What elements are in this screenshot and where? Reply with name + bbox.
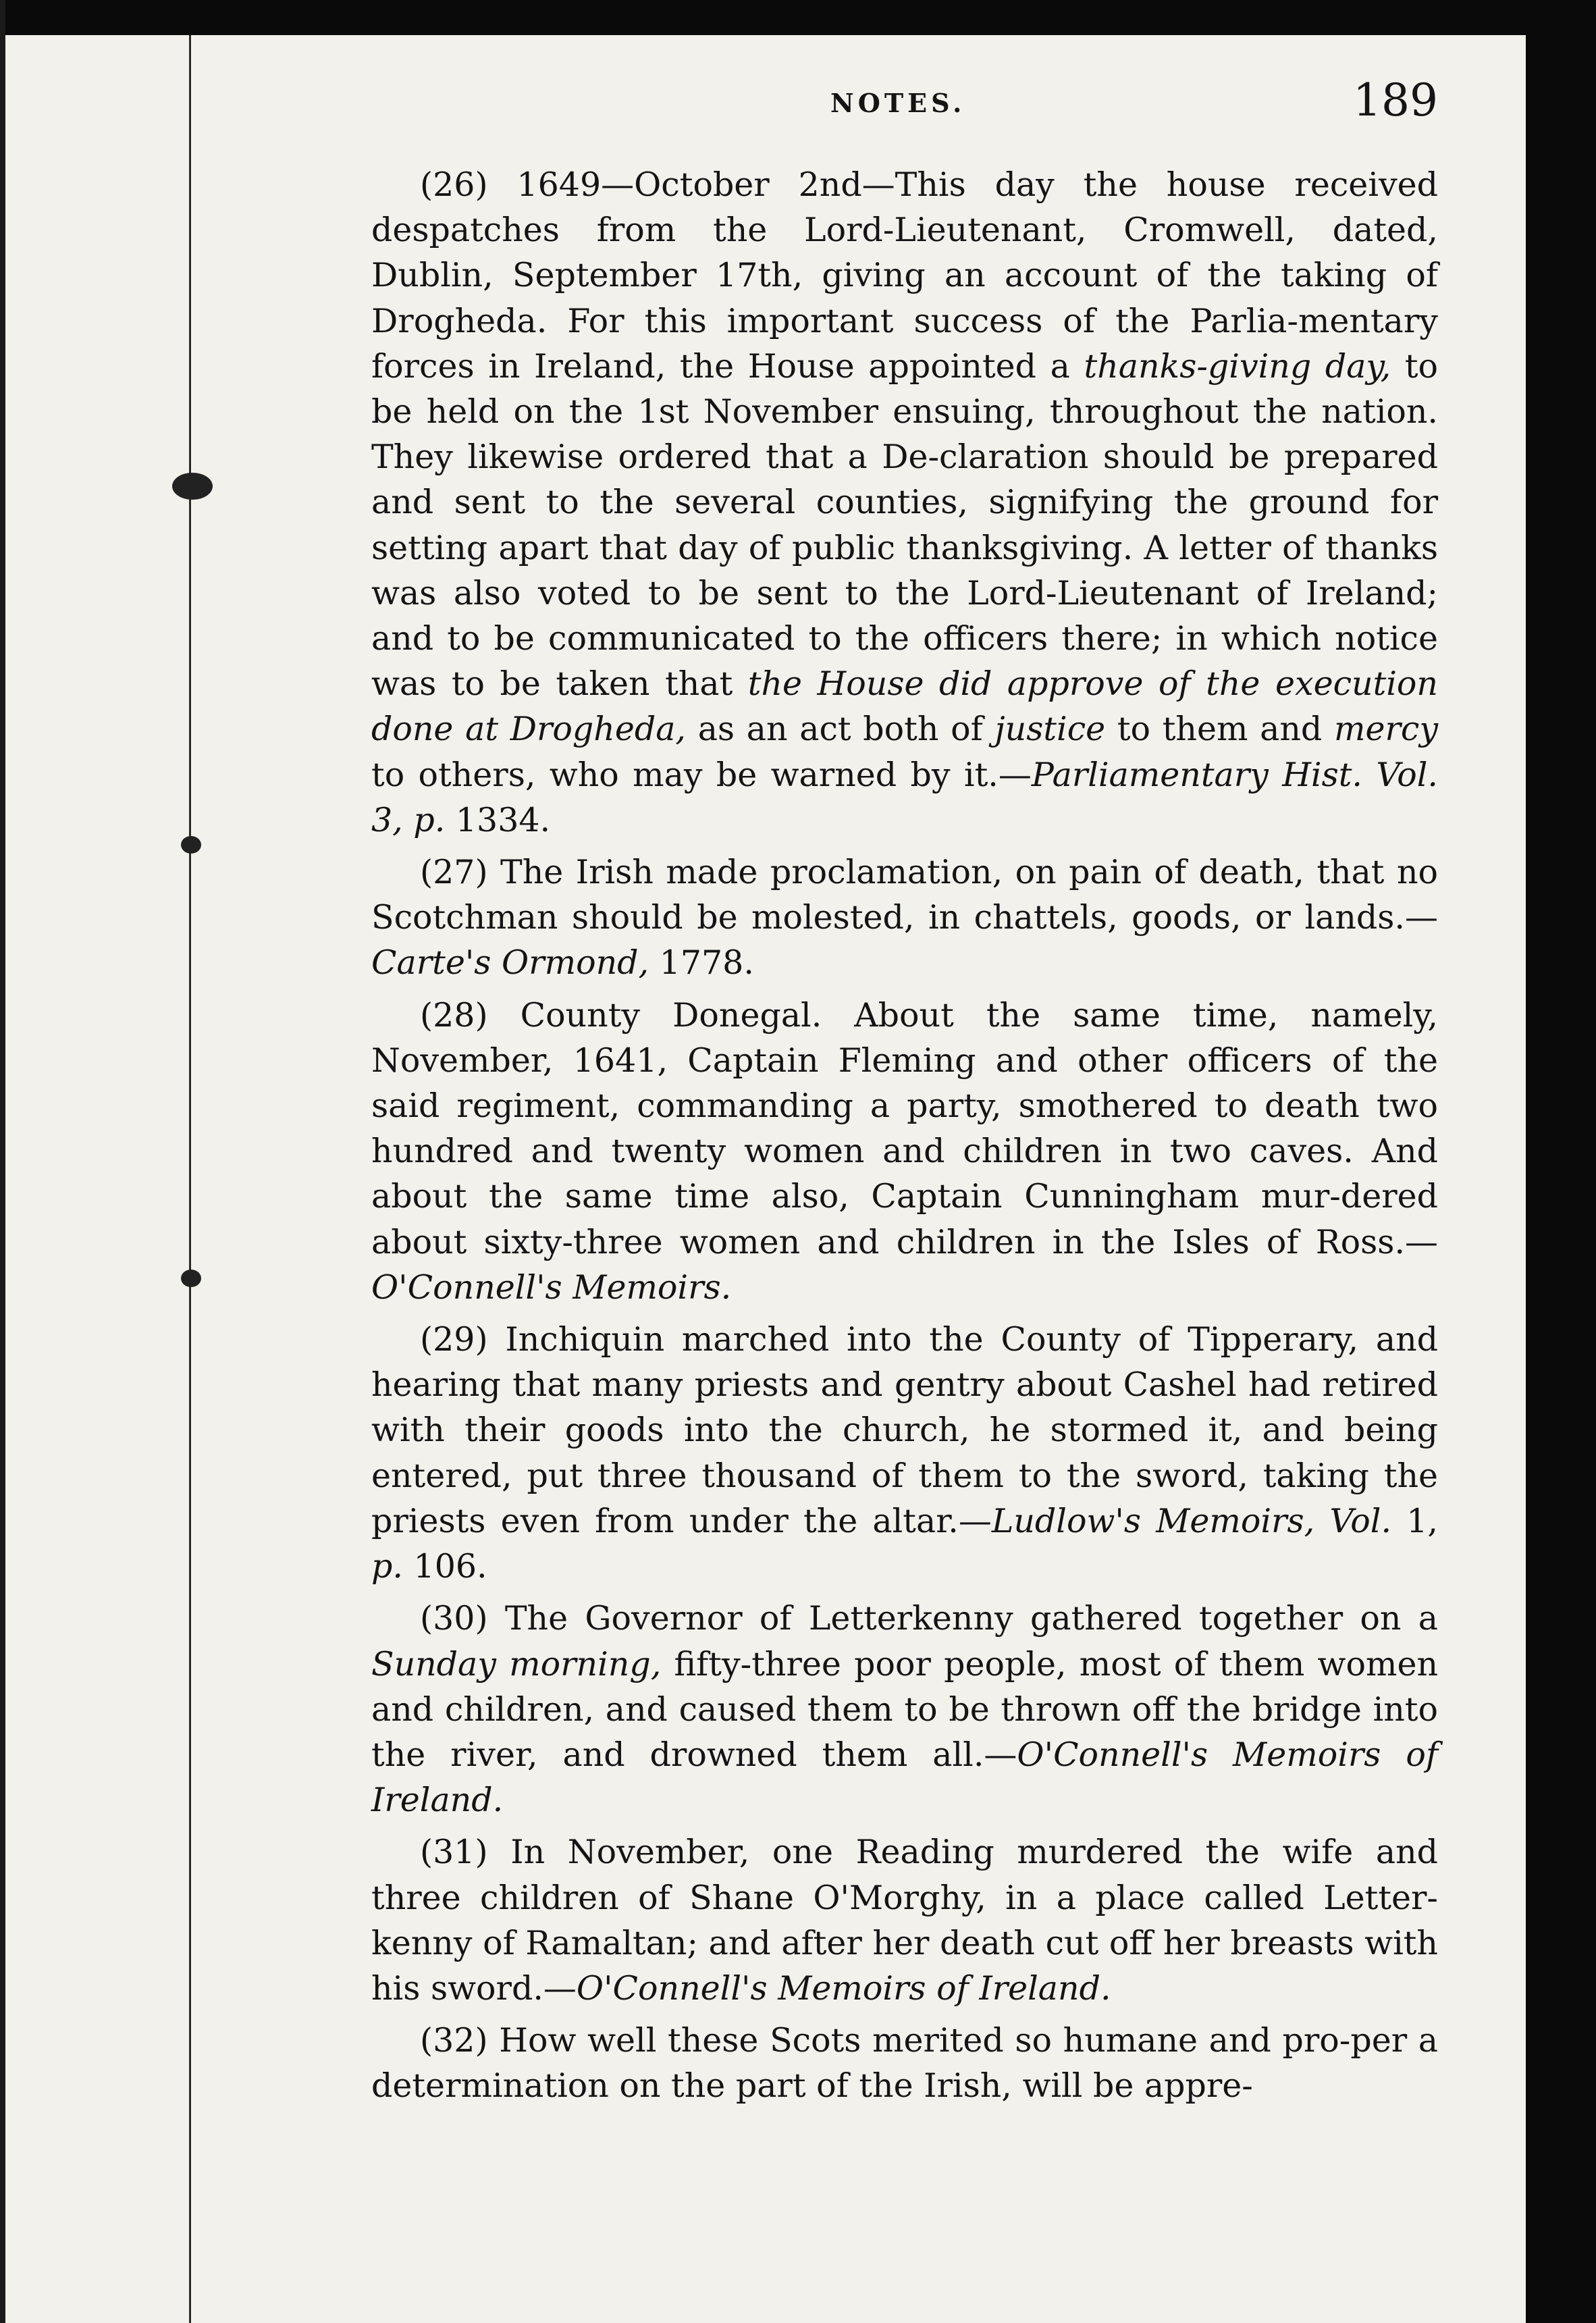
italic-text: Carte's Ormond, xyxy=(371,943,649,983)
note-31 xyxy=(371,1829,1438,2011)
running-title: NOTES. xyxy=(830,88,966,118)
note-30 xyxy=(371,1596,1438,1823)
note-32 xyxy=(371,2018,1438,2108)
note-text: (28) County Donegal. About the same time, namely, November, 1641, Captain Fleming and other officers of the said regiment, commanding a party, smothered to death two hundred and twenty women and children in two caves. And about the same time also, Captain Cunningham mur-dered about sixty-three women and children in the Isles of Ross.— xyxy=(371,995,1438,1261)
note-text: to them and xyxy=(1105,710,1334,749)
scan-border-top xyxy=(0,0,1596,35)
italic-text: Ludlow's Memoirs, Vol. xyxy=(991,1501,1392,1540)
note-text: (26) 1649—October 2nd—This day the house received despatches from the Lord-Lieutenant, Cromwell, dated, Dublin, September 17th, giving an account of the taking of Drogheda. For this important success of the Parlia-mentary forces in Ireland, the House appointed a xyxy=(371,165,1438,386)
italic-text: O'Connell's Memoirs of Ireland. xyxy=(371,1735,1438,1820)
note-text: 1334. xyxy=(445,800,551,839)
note-text: as an act both of xyxy=(686,710,995,749)
italic-text: justice xyxy=(994,710,1106,749)
italic-text: p. xyxy=(371,1547,403,1586)
text-column xyxy=(371,74,1438,2116)
binding-thread-knot xyxy=(172,473,213,500)
italic-text: Sunday morning, xyxy=(371,1644,662,1683)
note-text: 1, xyxy=(1391,1501,1439,1540)
italic-text: Parliamentary Hist. Vol. 3, p. xyxy=(371,755,1439,839)
note-text: fifty-three poor people, most of them women and children, and caused them to be thrown off the bridge into the river, and drowned them all.— xyxy=(371,1644,1439,1774)
notes-list xyxy=(371,162,1438,2109)
italic-text: thanks-giving day, xyxy=(1084,346,1391,386)
italic-text: O'Connell's Memoirs of Ireland. xyxy=(576,1968,1111,2008)
note-28 xyxy=(371,993,1438,1310)
note-text: to others, who may be warned by it.— xyxy=(371,755,1032,794)
note-text: (30) The Governor of Letterkenny gathered together on a xyxy=(420,1599,1438,1638)
note-text: (27) The Irish made proclamation, on pain of death, that no Scotchman should be molested, in chattels, goods, or lands.— xyxy=(371,853,1438,937)
italic-text: O'Connell's Memoirs. xyxy=(371,1268,732,1307)
note-26 xyxy=(371,162,1438,843)
note-text: 1778. xyxy=(649,943,754,983)
note-text: to be held on the 1st November ensuing, throughout the nation. They likewise ordered that a De-claration should be prepared and sent to the several counties, signifying the ground for setting apart that day of public thanksgiving. A letter of thanks was also voted to be sent to the Lord-Lieutenant of Ireland; and to be communicated to the officers there; in which notice was to be taken that xyxy=(371,346,1438,704)
scan-border-right xyxy=(1526,0,1596,2323)
note-text: (32) How well these Scots merited so humane and pro-per a determination on the part of the Irish, will be appre- xyxy=(371,2021,1438,2106)
running-head xyxy=(371,74,1438,126)
note-27 xyxy=(371,850,1438,986)
scan-border-left xyxy=(0,0,5,2323)
note-text: (29) Inchiquin marched into the County of Tipperary, and hearing that many priests and gentry about Cashel had retired with their goods into the church, he stormed it, and being entered, put three thousand of them to the sword, taking the priests even from under the altar.— xyxy=(371,1320,1438,1540)
binding-gutter-line xyxy=(189,35,191,2323)
italic-text: mercy xyxy=(1333,710,1438,749)
binding-thread-hole xyxy=(181,1270,201,1287)
note-text: (31) In November, one Reading murdered the wife and three children of Shane O'Morghy, in a place called Letter-kenny of Ramaltan; and after her death cut off her breasts with his sword.— xyxy=(371,1833,1438,2008)
binding-thread-hole xyxy=(181,836,201,854)
page-number: 189 xyxy=(1353,74,1438,126)
italic-text: the House did approve of the execution done at Drogheda, xyxy=(371,664,1438,749)
note-29 xyxy=(371,1317,1438,1589)
note-text: 106. xyxy=(402,1547,487,1586)
